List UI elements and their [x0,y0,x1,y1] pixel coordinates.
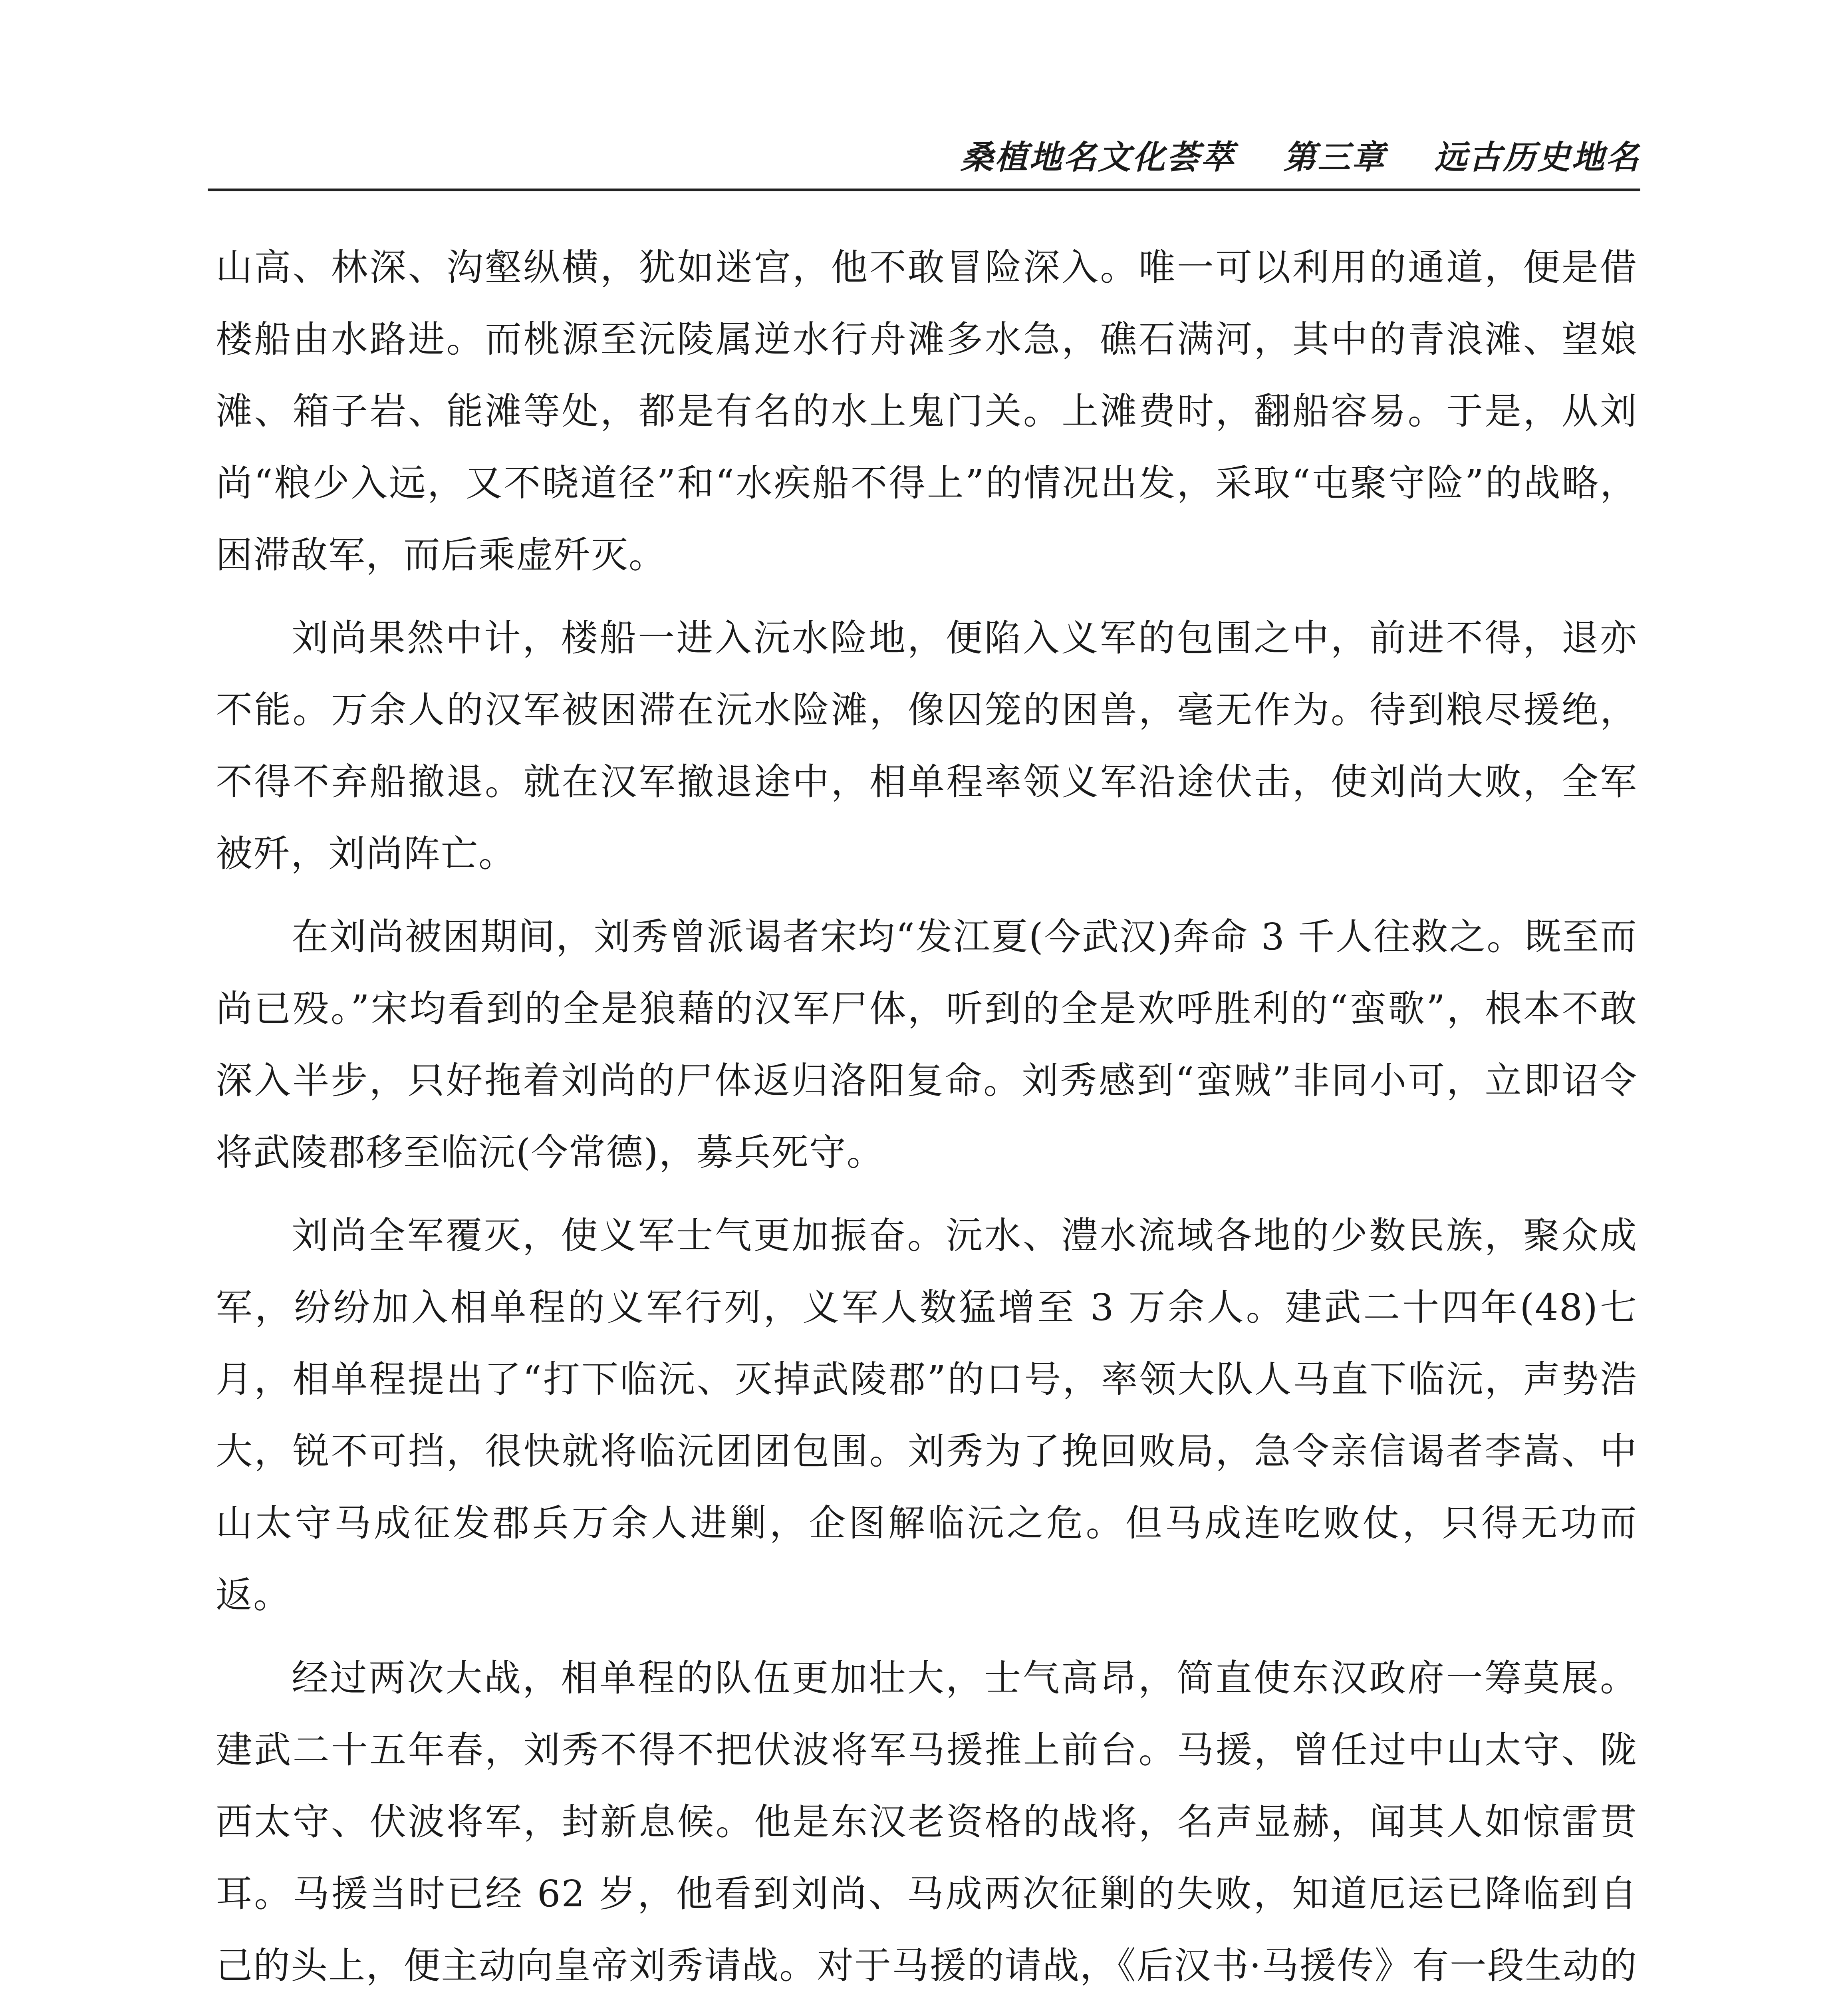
paragraph-3: 在刘尚被困期间，刘秀曾派谒者宋均“发江夏(今武汉)奔命 3 千人往救之。既至而尚已殁。”宋均看到的全是狼藉的汉军尸体，听到的全是欢呼胜利的“蛮歌”，根本不敢深入半步，只好拖着刘尚的尸体返归洛阳复命。刘秀感到“蛮贼”非同小可，立即诏令将武陵郡移至临沅(今常德)，募兵死守。 [216,915,1638,1174]
paragraph-1: 山高、林深、沟壑纵横，犹如迷宫，他不敢冒险深入。唯一可以利用的通道，便是借楼船由水路进。而桃源至沅陵属逆水行舟滩多水急，礁石满河，其中的青浪滩、望娘滩、箱子岩、能滩等处，都是有名的水上鬼门关。上滩费时，翻船容易。于是，从刘尚“粮少入远，又不晓道径”和“水疾船不得上”的情况出发，采取“屯聚守险”的战略，困滞敌军，而后乘虚歼灭。 [216,246,1638,576]
header-rule [208,189,1640,191]
body-text [216,232,1638,1997]
paragraph-4: 刘尚全军覆灭，使义军士气更加振奋。沅水、澧水流域各地的少数民族，聚众成军，纷纷加入相单程的义军行列，义军人数猛增至 3 万余人。建武二十四年(48)七月，相单程提出了“打下临沅、灭掉武陵郡”的口号，率领大队人马直下临沅，声势浩大，锐不可挡，很快就将临沅团团包围。刘秀为了挽回败局，急令亲信谒者李嵩、中山太守马成征发郡兵万余人进剿，企图解临沅之危。但马成连吃败仗，只得无功而返。 [216,1214,1638,1616]
book-title: 桑植地名文化荟萃 [961,139,1235,177]
chapter-label: 第三章 [1283,139,1386,177]
running-header [208,136,1640,192]
paragraph-5: 经过两次大战，相单程的队伍更加壮大，士气高昂，简直使东汉政府一筹莫展。建武二十五年春，刘秀不得不把伏波将军马援推上前台。马援，曾任过中山太守、陇西太守、伏波将军，封新息候。他是东汉老资格的战将，名声显赫，闻其人如惊雷贯耳。马援当时已经 62 岁，他看到刘尚、马成两次征剿的失败，知道厄运已降临到自己的头上，便主动向皇帝刘秀请战。对于马援的请战，《后汉书·马援传》有一段生动的 [216,1657,1638,1987]
paragraph-2: 刘尚果然中计，楼船一进入沅水险地，便陷入义军的包围之中，前进不得，退亦不能。万余人的汉军被困滞在沅水险滩，像囚笼的困兽，毫无作为。待到粮尽援绝，不得不弃船撤退。就在汉军撤退途中，相单程率领义军沿途伏击，使刘尚大败，全军被歼，刘尚阵亡。 [216,617,1638,875]
section-title: 远古历史地名 [1434,139,1640,177]
header-titles [913,136,1640,180]
